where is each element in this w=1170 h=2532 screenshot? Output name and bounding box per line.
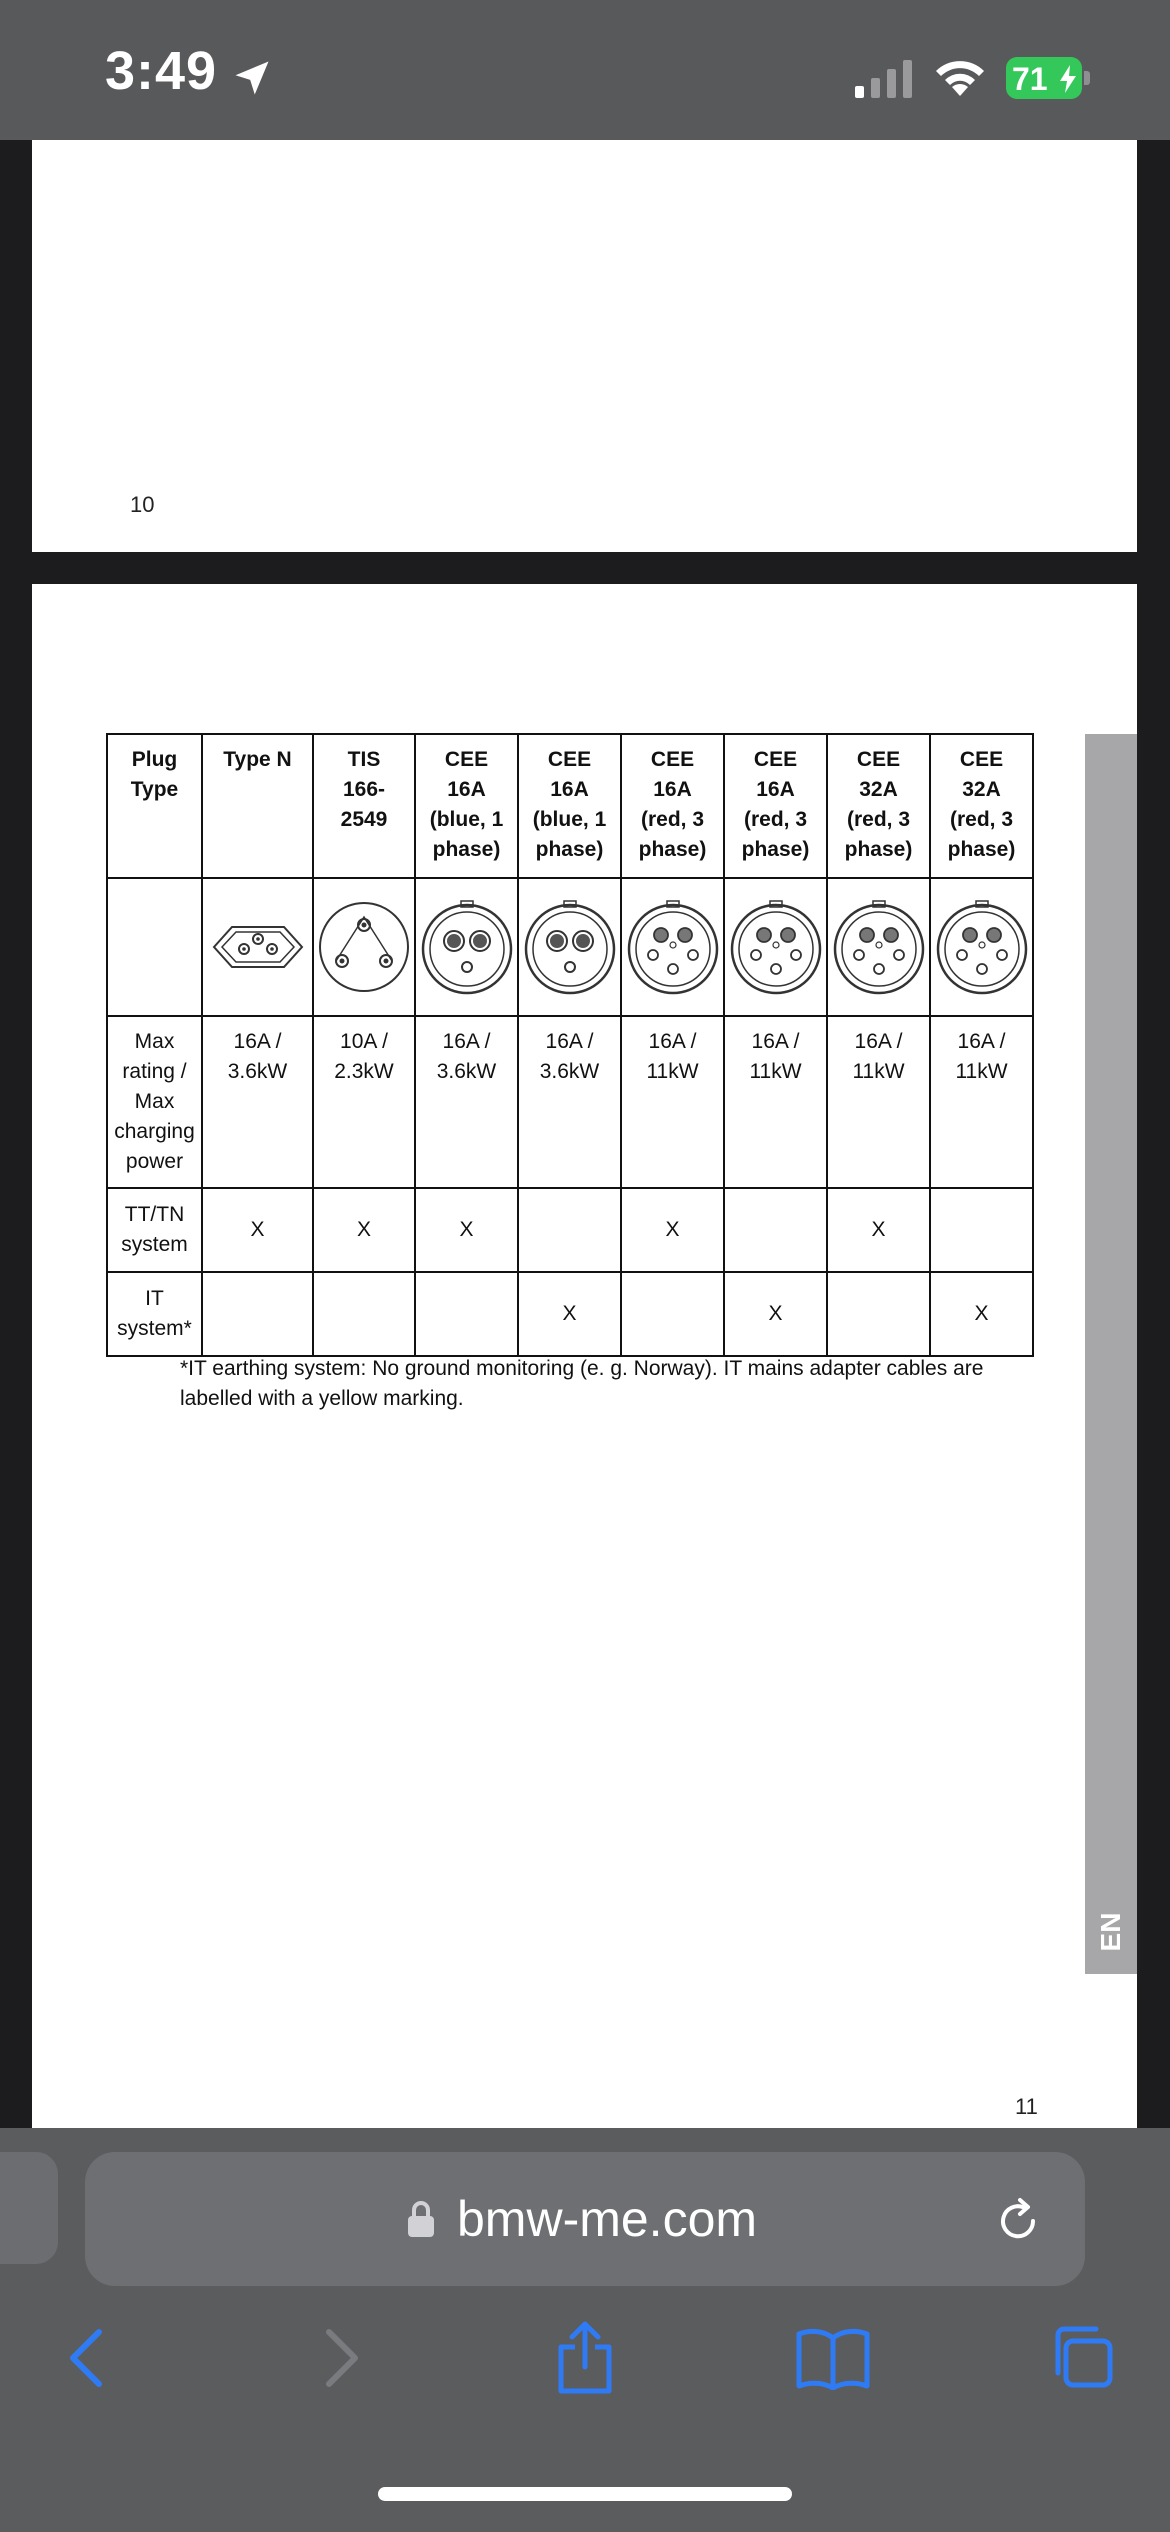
status-time: 3:49: [105, 41, 218, 101]
back-icon: [65, 2326, 109, 2390]
type-n-socket-icon: [210, 899, 306, 995]
previous-tab-peek[interactable]: [0, 2152, 58, 2264]
rating-cell-line: 2.3kW: [334, 1060, 394, 1083]
it-mark-cell: [518, 1272, 621, 1356]
table-header-cell-line: phase): [535, 838, 604, 861]
table-header-cell: [107, 734, 202, 878]
rating-cell: [724, 1016, 827, 1188]
rating-cell: [930, 1016, 1033, 1188]
rating-cell: [415, 1016, 518, 1188]
rating-cell-line: 16A /: [545, 1030, 594, 1053]
rating-cell-line: 16A /: [854, 1030, 903, 1053]
table-header-cell-line: phase): [638, 838, 707, 861]
table-header-cell-line: 16A: [756, 778, 795, 801]
rating-cell-line: 16A /: [442, 1030, 491, 1053]
plug-icon-cell: [518, 878, 621, 1016]
table-header-cell-line: phase): [844, 838, 913, 861]
rating-cell: [518, 1016, 621, 1188]
table-header-cell: [313, 734, 415, 878]
ttn-mark-cell: [518, 1188, 621, 1272]
table-header-cell-line: 16A: [653, 778, 692, 801]
browser-toolbar: [0, 2313, 1170, 2433]
it-mark-cell: [202, 1272, 313, 1356]
it-mark-cell: [313, 1272, 415, 1356]
forward-button[interactable]: [296, 2313, 386, 2403]
url-text: bmw-me.com: [457, 2191, 758, 2247]
browser-bottom-bar: [0, 2128, 1170, 2532]
cee-red-socket-icon: [831, 899, 927, 995]
ttn-mark-cell-line: X: [250, 1218, 265, 1241]
battery-level: 71: [1012, 61, 1048, 97]
table-header-cell-line: CEE: [856, 748, 901, 771]
plug-icon-cell: [621, 878, 724, 1016]
wifi-icon: [932, 56, 988, 98]
it-mark-cell-line: X: [562, 1302, 577, 1325]
table-header-cell: [415, 734, 518, 878]
reload-icon[interactable]: [993, 2196, 1043, 2246]
rating-cell-line: 16A /: [957, 1030, 1006, 1053]
it-earthing-footnote: *IT earthing system: No ground monitoring (e. g. Norway). IT mains adapter cables are labelled with a yellow marking.: [180, 1357, 984, 1410]
table-header-cell-line: Type: [130, 778, 179, 801]
table-header-cell-line: (red, 3: [640, 808, 705, 831]
ttn-mark-cell: [827, 1188, 930, 1272]
row-label-cell-line: Max: [134, 1090, 175, 1113]
rating-cell-line: 16A /: [751, 1030, 800, 1053]
row-label-cell-line: power: [125, 1150, 184, 1173]
ttn-mark-cell: [313, 1188, 415, 1272]
row-label-cell-line: system*: [117, 1317, 192, 1340]
rating-cell: [827, 1016, 930, 1188]
location-arrow-icon: [230, 56, 274, 100]
ttn-mark-cell: [202, 1188, 313, 1272]
row-label-cell-line: charging: [114, 1120, 195, 1143]
row-label-cell: [107, 1272, 202, 1356]
plug-icon-cell: [313, 878, 415, 1016]
it-mark-cell: [724, 1272, 827, 1356]
table-header-cell-line: 16A: [447, 778, 486, 801]
cee-red-socket-icon: [625, 899, 721, 995]
table-header-cell: [827, 734, 930, 878]
plug-icon-cell: [930, 878, 1033, 1016]
ttn-mark-cell-line: X: [871, 1218, 886, 1241]
page-number: 10: [130, 492, 155, 517]
bookmarks-icon: [795, 2326, 871, 2390]
table-header-cell: [202, 734, 313, 878]
ttn-mark-cell: [930, 1188, 1033, 1272]
table-header-row: [107, 734, 1033, 878]
table-header-cell-line: (blue, 1: [532, 808, 607, 831]
table-header-cell-line: Plug: [131, 748, 178, 771]
table-header-cell-line: TIS: [347, 748, 381, 771]
table-header-cell-line: 32A: [962, 778, 1001, 801]
cee-red-socket-icon: [728, 899, 824, 995]
back-button[interactable]: [42, 2313, 132, 2403]
battery-tip: [1084, 71, 1090, 85]
rating-cell-line: 11kW: [749, 1060, 802, 1083]
it-mark-cell-line: X: [768, 1302, 783, 1325]
rating-cell-line: 11kW: [646, 1060, 699, 1083]
it-mark-cell: [827, 1272, 930, 1356]
row-label-cell: [107, 1016, 202, 1188]
table-header-cell-line: Type N: [223, 748, 292, 771]
cellular-signal-icon: [855, 58, 915, 98]
row-label-cell-line: system: [121, 1233, 188, 1256]
table-header-cell-line: CEE: [444, 748, 489, 771]
table-header-cell-line: (red, 3: [949, 808, 1014, 831]
language-tab-label: EN: [1095, 1912, 1126, 1952]
rating-cell: [621, 1016, 724, 1188]
plug-icon-cell: [724, 878, 827, 1016]
table-header-cell-line: phase): [741, 838, 810, 861]
row-label-cell: [107, 1188, 202, 1272]
tabs-button[interactable]: [1036, 2313, 1126, 2403]
cee-red-socket-icon: [934, 899, 1030, 995]
rating-cell-line: 10A /: [340, 1030, 388, 1053]
plug-icon-cell: [827, 878, 930, 1016]
rating-cell-line: 3.6kW: [436, 1060, 497, 1083]
table-header-cell-line: 16A: [550, 778, 589, 801]
table-header-cell-line: CEE: [959, 748, 1004, 771]
rating-cell: [202, 1016, 313, 1188]
page-number: 11: [1015, 2094, 1038, 2119]
table-header-cell-line: (blue, 1: [429, 808, 504, 831]
table-cell: [107, 878, 202, 1016]
rating-cell-line: 11kW: [852, 1060, 905, 1083]
rating-cell-line: 3.6kW: [227, 1060, 288, 1083]
address-bar[interactable]: [85, 2152, 1085, 2286]
ttn-mark-cell: [621, 1188, 724, 1272]
table-header-cell-line: (red, 3: [743, 808, 808, 831]
ttn-mark-cell: [724, 1188, 827, 1272]
bookmarks-button[interactable]: [788, 2313, 878, 2403]
pdf-page-10: [32, 140, 1137, 552]
ttn-mark-cell-line: X: [356, 1218, 371, 1241]
plug-icon-row: [107, 878, 1033, 1016]
it-mark-cell: [621, 1272, 724, 1356]
rating-cell: [313, 1016, 415, 1188]
table-header-cell-line: 2549: [340, 808, 388, 831]
rating-cell-line: 16A /: [233, 1030, 282, 1053]
cee-blue-socket-icon: [419, 899, 515, 995]
table-header-cell-line: phase): [947, 838, 1016, 861]
forward-icon: [319, 2326, 363, 2390]
it-mark-cell-line: X: [974, 1302, 989, 1325]
status-bar: [0, 0, 1170, 140]
ttn-mark-cell-line: X: [665, 1218, 680, 1241]
rating-cell-line: 3.6kW: [539, 1060, 600, 1083]
it-mark-cell: [930, 1272, 1033, 1356]
tis-socket-icon: [316, 899, 412, 995]
plug-icon-cell: [202, 878, 313, 1016]
table-header-cell: [518, 734, 621, 878]
charging-bolt-icon: [1058, 65, 1078, 93]
tabs-icon: [1046, 2323, 1116, 2393]
row-label-cell-line: Max: [134, 1030, 175, 1053]
plug-type-table: [106, 733, 1034, 1357]
table-header-cell: [621, 734, 724, 878]
ttn-mark-cell: [415, 1188, 518, 1272]
home-indicator[interactable]: [378, 2487, 792, 2501]
table-header-cell-line: 32A: [859, 778, 898, 801]
table-header-cell-line: CEE: [753, 748, 798, 771]
pdf-page-11: [32, 584, 1137, 2128]
max-rating-row: [107, 1016, 1033, 1188]
row-label-cell-line: TT/TN: [124, 1203, 185, 1226]
tt-tn-system-row: [107, 1188, 1033, 1272]
lock-icon: [407, 2200, 435, 2238]
table-header-cell-line: phase): [432, 838, 501, 861]
table-header-cell-line: (red, 3: [846, 808, 911, 831]
rating-cell-line: 16A /: [648, 1030, 697, 1053]
row-label-cell-line: IT: [145, 1287, 164, 1310]
language-side-tab: [1085, 734, 1137, 1974]
share-button[interactable]: [540, 2313, 630, 2403]
share-icon: [553, 2321, 617, 2395]
pdf-viewer[interactable]: [0, 140, 1170, 2128]
plug-icon-cell: [415, 878, 518, 1016]
table-header-cell: [930, 734, 1033, 878]
rating-cell-line: 11kW: [955, 1060, 1008, 1083]
table-header-cell-line: 166-: [342, 778, 386, 801]
it-mark-cell: [415, 1272, 518, 1356]
row-label-cell-line: rating /: [122, 1060, 187, 1083]
cee-blue-socket-icon: [522, 899, 618, 995]
ttn-mark-cell-line: X: [459, 1218, 474, 1241]
battery-charging-icon: [1006, 57, 1090, 99]
table-header-cell-line: CEE: [547, 748, 592, 771]
it-system-row: [107, 1272, 1033, 1356]
table-header-cell-line: CEE: [650, 748, 695, 771]
table-header-cell: [724, 734, 827, 878]
